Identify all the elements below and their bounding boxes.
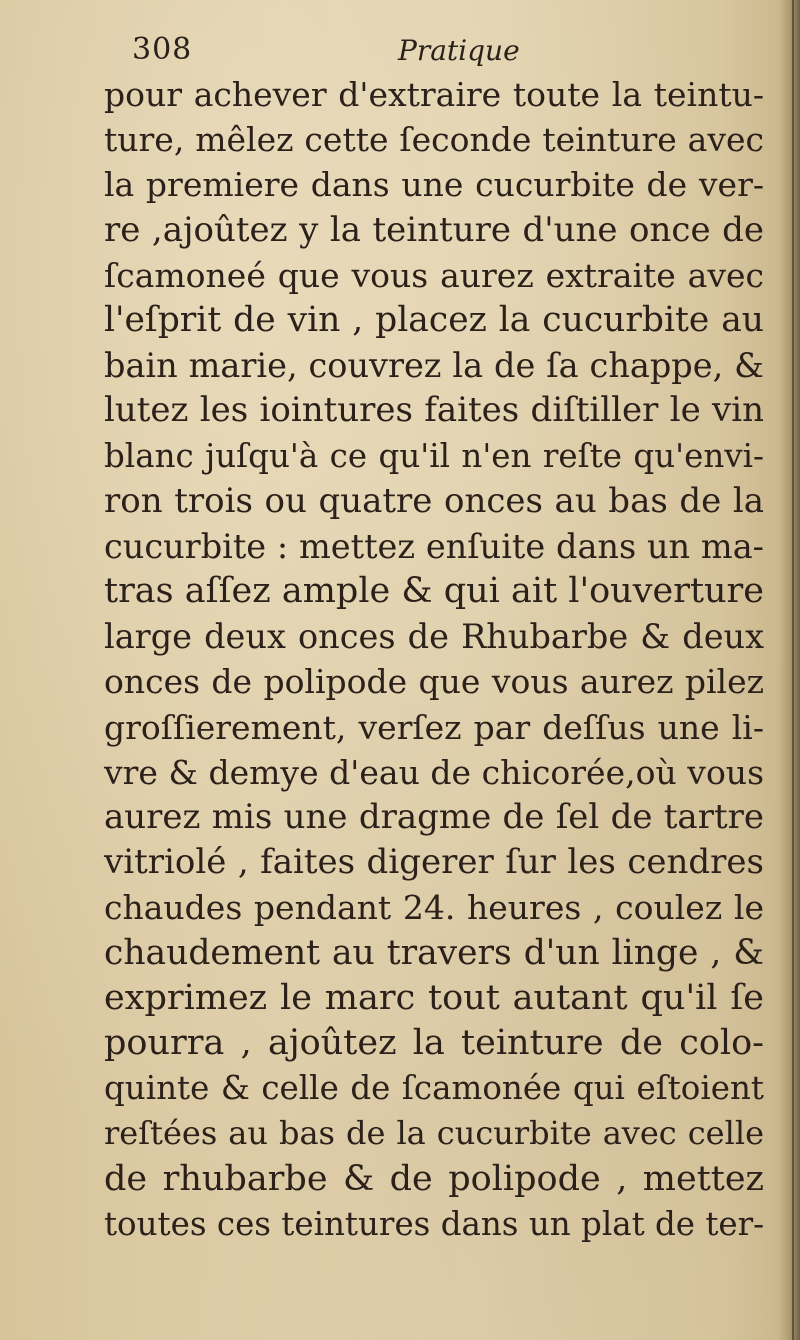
text-line: l'eſprit de vin , placez la cucurbite au [104,299,764,340]
text-line: ture, mêlez cette ſeconde teinture avec [104,120,764,160]
text-line: large deux onces de Rhubarbe & deux [104,617,764,657]
text-line: onces de polipode que vous aurez pilez [104,662,764,702]
text-line: chaudes pendant 24. heures , coulez le [104,888,764,928]
text-line: blanc juſqu'à ce qu'il n'en reſte qu'envi- [104,436,764,475]
text-line: toutes ces teintures dans un plat de ter- [104,1204,765,1243]
body-text [104,72,764,1247]
text-line: chaudement au travers d'un linge , & [104,932,764,973]
text-line: aurez mis une dragme de ſel de tartre [104,797,764,837]
text-line: la premiere dans une cucurbite de ver- [104,165,764,205]
text-line: de rhubarbe & de polipode , mettez [104,1158,764,1199]
text-line: ſcamoneé que vous aurez extraite avec [104,255,764,295]
page-edge-shadow [778,0,800,1340]
text-line: pourra , ajoûtez la teinture de colo- [104,1022,764,1063]
text-line: vre & demye d'eau de chicorée,où vous [104,752,764,792]
text-line: quinte & celle de ſcamonée qui eſtoient [104,1069,764,1108]
text-line: pour achever d'extraire toute la teintu- [104,75,764,114]
text-line: re ,ajoûtez y la teinture d'une once de [104,209,764,250]
text-line: ron trois ou quatre onces au bas de la [104,480,764,521]
text-line: lutez les iointures faites diſtiller le vin [104,390,764,431]
page-number: 308 [132,32,193,67]
text-line: groſſierement, verſez par deſſus une li- [104,707,764,747]
text-line: reſtées au bas de la cucurbite avec celle [104,1114,764,1153]
running-head [128,30,768,70]
text-line: exprimez le marc tout autant qu'il ſe [104,977,764,1018]
running-title: Pratique [398,34,520,67]
text-line: vitriolé , faites digerer ſur les cendres [104,842,764,883]
text-line: cucurbite : mettez enſuite dans un ma- [104,526,764,566]
page-edge-line [792,0,794,1340]
text-line: tras aſſez ample & qui ait l'ouverture [104,571,764,612]
text-line: bain marie, couvrez la de ſa chappe, & [104,346,764,386]
